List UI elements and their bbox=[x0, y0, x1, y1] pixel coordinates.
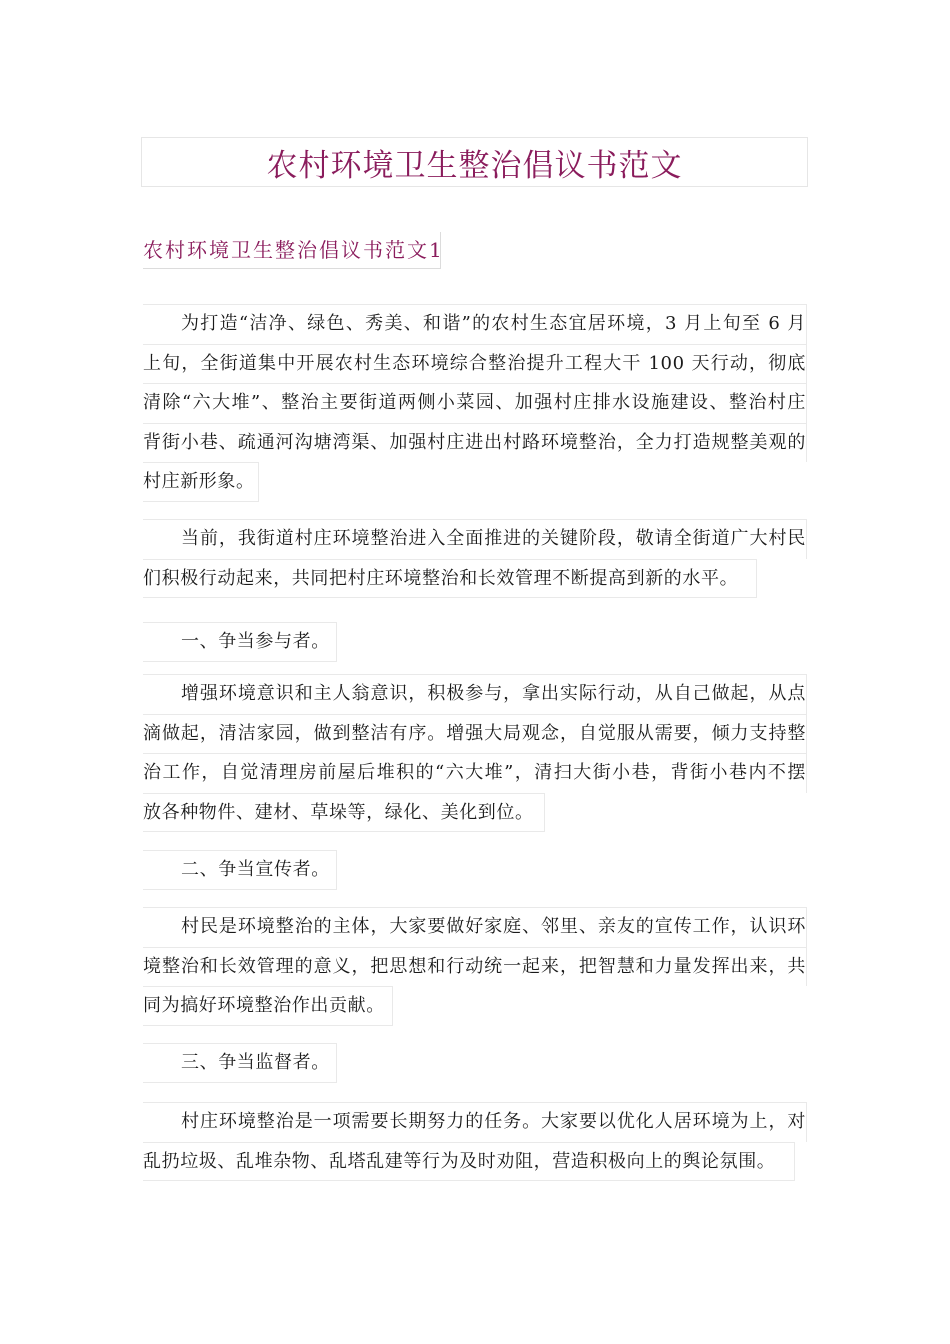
document-title: 农村环境卫生整治倡议书范文 bbox=[266, 147, 683, 184]
paragraph bbox=[143, 674, 807, 832]
paragraph-line: 乱扔垃圾、乱堆杂物、乱塔乱建等行为及时劝阻，营造积极向上的舆论氛围。 bbox=[143, 1142, 795, 1182]
paragraph-line: 放各种物件、建材、草垛等，绿化、美化到位。 bbox=[143, 793, 545, 833]
paragraph-line: 清除“六大堆”、整治主要街道两侧小菜园、加强村庄排水设施建设、整治村庄 bbox=[143, 383, 807, 423]
paragraph-line: 滴做起，清洁家园，做到整洁有序。增强大局观念，自觉服从需要，倾力支持整 bbox=[143, 714, 807, 754]
paragraph-line: 治工作，自觉清理房前屋后堆积的“六大堆”，清扫大街小巷，背街小巷内不摆 bbox=[143, 753, 807, 793]
paragraph bbox=[143, 1043, 807, 1083]
paragraph-line: 同为搞好环境整治作出贡献。 bbox=[143, 986, 393, 1026]
paragraph-line: 背街小巷、疏通河沟塘湾渠、加强村庄进出村路环境整治，全力打造规整美观的 bbox=[143, 423, 807, 463]
paragraph-line: 增强环境意识和主人翁意识，积极参与，拿出实际行动，从自己做起，从点 bbox=[143, 674, 807, 714]
title-box bbox=[141, 137, 808, 187]
paragraph-line: 当前，我街道村庄环境整治进入全面推进的关键阶段，敬请全街道广大村民 bbox=[143, 519, 807, 559]
paragraph bbox=[143, 1102, 807, 1181]
paragraph-line: 上旬，全街道集中开展农村生态环境综合整治提升工程大干 100 天行动，彻底 bbox=[143, 344, 807, 384]
paragraph-line: 一、争当参与者。 bbox=[143, 622, 337, 662]
paragraph-line: 村庄环境整治是一项需要长期努力的任务。大家要以优化人居环境为上，对 bbox=[143, 1102, 807, 1142]
paragraph bbox=[143, 304, 807, 502]
paragraph-line: 村庄新形象。 bbox=[143, 462, 259, 502]
paragraph bbox=[143, 907, 807, 1026]
paragraph-line: 为打造“洁净、绿色、秀美、和谐”的农村生态宜居环境，3 月上旬至 6 月 bbox=[143, 304, 807, 344]
paragraph-line: 二、争当宣传者。 bbox=[143, 850, 337, 890]
paragraph-line: 境整治和长效管理的意义，把思想和行动统一起来，把智慧和力量发挥出来，共 bbox=[143, 947, 807, 987]
paragraph bbox=[143, 622, 807, 662]
paragraph-line: 三、争当监督者。 bbox=[143, 1043, 337, 1083]
paragraph-line: 们积极行动起来，共同把村庄环境整治和长效管理不断提高到新的水平。 bbox=[143, 559, 757, 599]
paragraph-line: 村民是环境整治的主体，大家要做好家庭、邻里、亲友的宣传工作，认识环 bbox=[143, 907, 807, 947]
section-heading: 农村环境卫生整治倡议书范文1 bbox=[143, 232, 441, 269]
paragraph bbox=[143, 850, 807, 890]
paragraph bbox=[143, 519, 807, 598]
